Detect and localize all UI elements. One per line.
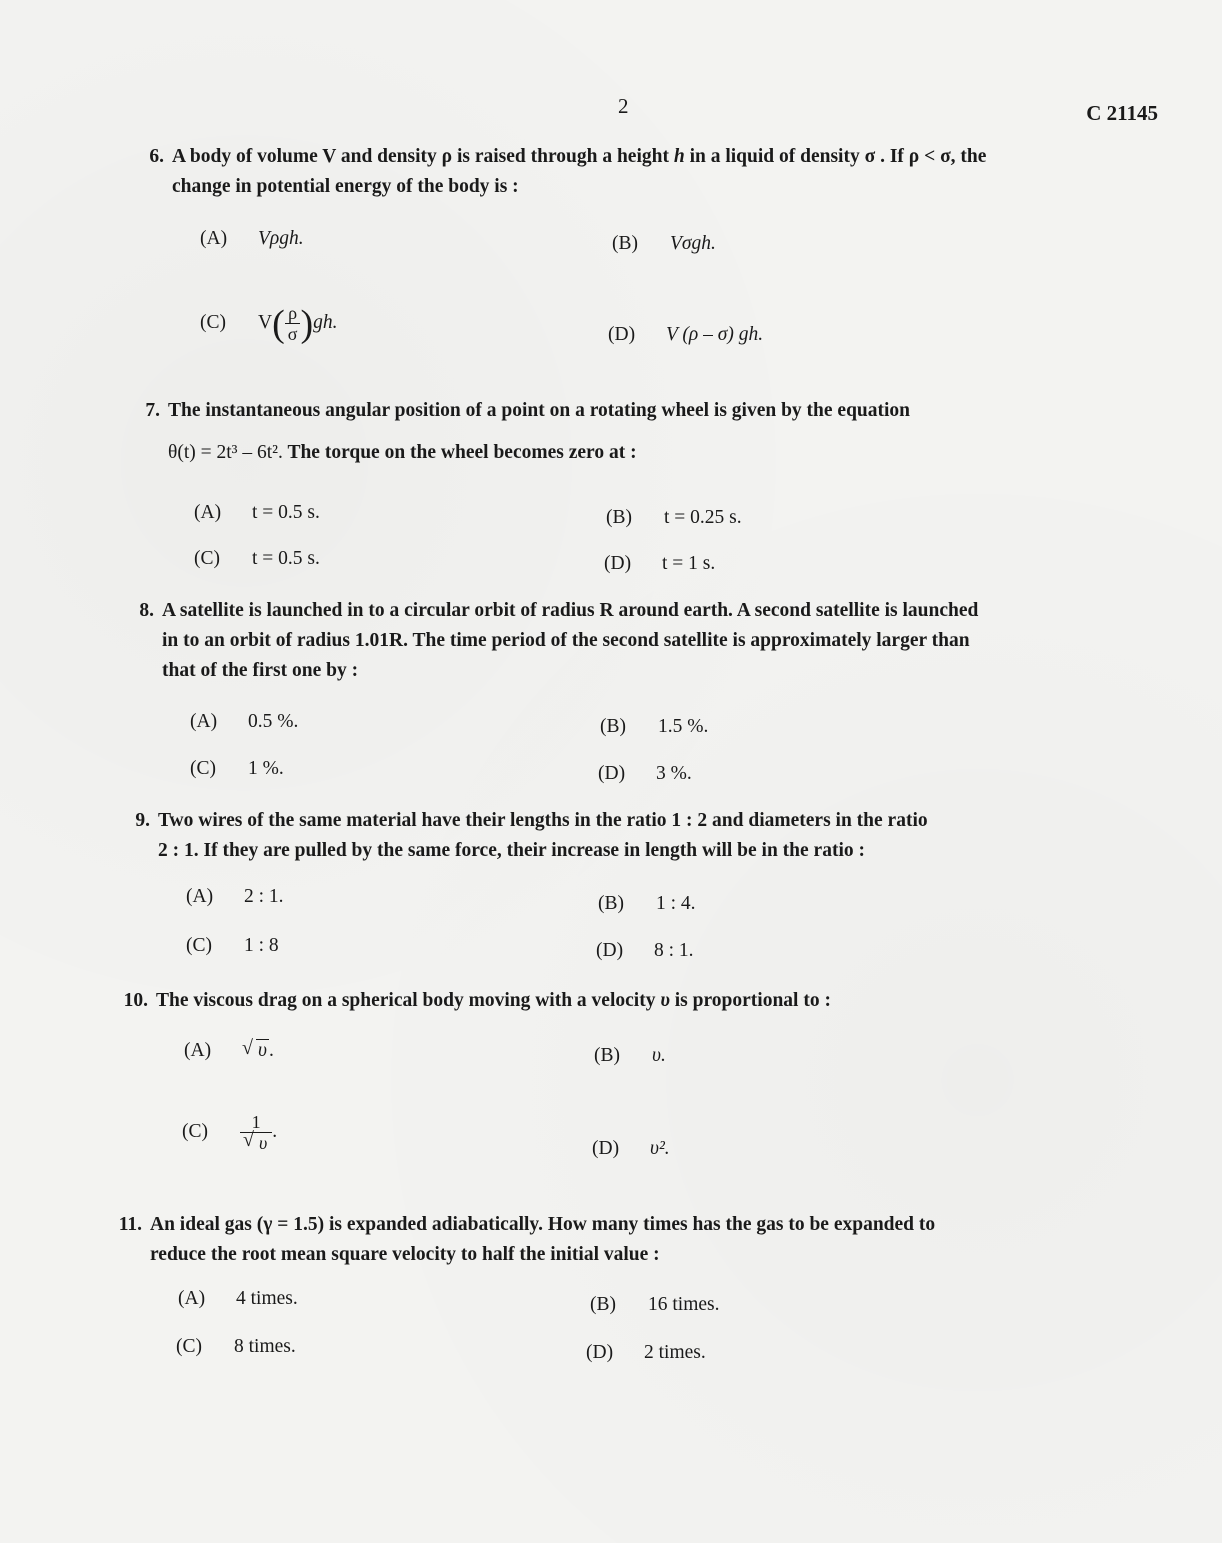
option-label: (C): [176, 1336, 202, 1357]
question-text-line: change in potential energy of the body is :: [172, 176, 519, 197]
option-text: 1.5 %.: [658, 716, 709, 737]
option-label: (A): [190, 711, 218, 732]
question-text-line: θ(t) = 2t³ – 6t². The torque on the wheel becomes zero at :: [168, 442, 637, 463]
question-number: 8.: [139, 600, 154, 621]
option-label: (A): [194, 502, 222, 523]
question-text-line: A satellite is launched in to a circular orbit of radius R around earth. A second satellite is launched: [162, 600, 979, 621]
option-label: (B): [600, 716, 626, 737]
option-text: 1 : 4.: [656, 893, 696, 914]
option-label: (A): [184, 1040, 212, 1061]
question-10: [123, 986, 1146, 1016]
option-a[interactable]: [194, 502, 320, 524]
option-text: 2 times.: [644, 1342, 706, 1363]
option-b[interactable]: [598, 893, 696, 915]
option-a[interactable]: [178, 1288, 298, 1310]
question-text-line: Two wires of the same material have their lengths in the ratio 1 : 2 and diameters in the ratio: [158, 810, 928, 831]
exam-code: C 21145: [1086, 101, 1158, 125]
question-number: 11.: [118, 1214, 142, 1235]
option-label: (A): [186, 886, 214, 907]
option-label: (A): [178, 1288, 206, 1309]
option-a[interactable]: [190, 711, 298, 733]
question-text-line: reduce the root mean square velocity to half the initial value :: [150, 1244, 660, 1265]
option-text: 0.5 %.: [248, 711, 299, 732]
fraction: $\frac{\rho}{\sigma}$: [285, 303, 301, 344]
option-text: V (ρ – σ) gh.: [666, 324, 764, 345]
option-a[interactable]: [200, 228, 304, 250]
option-c[interactable]: [190, 758, 284, 780]
option-a[interactable]: [186, 886, 284, 908]
option-label: (D): [586, 1342, 614, 1363]
option-text: 16 times.: [648, 1294, 720, 1315]
option-label: (D): [604, 553, 632, 574]
option-label: (C): [190, 758, 216, 779]
question-7: [145, 396, 1158, 468]
option-d[interactable]: [604, 553, 715, 575]
option-label: (D): [592, 1138, 620, 1159]
option-label: (C): [182, 1120, 208, 1142]
option-label: (A): [200, 228, 228, 249]
option-label: (D): [608, 324, 636, 345]
option-text: t = 0.5 s.: [252, 502, 320, 523]
question-text-line: An ideal gas (γ = 1.5) is expanded adiabatically. How many times has the gas to be expanded to: [150, 1214, 936, 1235]
option-text: 4 times.: [236, 1288, 298, 1309]
fraction: 1 √ υ: [240, 1112, 272, 1153]
question-number: 9.: [135, 810, 150, 831]
question-6: [149, 142, 1162, 202]
question-number: 10.: [123, 990, 148, 1011]
option-c[interactable]: [194, 548, 320, 570]
option-text: t = 0.25 s.: [664, 507, 742, 528]
option-b[interactable]: [612, 233, 716, 255]
option-c[interactable]: [176, 1336, 296, 1358]
option-text: 2 : 1.: [244, 886, 284, 907]
option-d[interactable]: [586, 1342, 706, 1364]
option-label: (B): [598, 893, 624, 914]
option-text: 8 : 1.: [654, 940, 694, 961]
option-text: 3 %.: [656, 763, 692, 784]
question-8: [139, 596, 1152, 686]
option-text: 1 : 8: [244, 935, 279, 956]
question-11: [118, 1210, 1145, 1270]
option-d[interactable]: [608, 324, 763, 346]
option-label: (D): [598, 763, 626, 784]
option-label: (B): [590, 1294, 616, 1315]
option-text: υ.: [652, 1045, 666, 1066]
option-b[interactable]: [594, 1045, 666, 1067]
option-c[interactable]: (C) 1 √ υ .: [182, 1112, 278, 1153]
page-number: 2: [618, 94, 629, 118]
option-label: (C): [186, 935, 212, 956]
option-a[interactable]: (A) √ υ .: [184, 1037, 274, 1061]
option-label: (B): [612, 233, 638, 254]
question-9: [135, 806, 1148, 866]
option-d[interactable]: [598, 763, 692, 785]
option-text: υ².: [650, 1138, 670, 1159]
question-text-line: that of the first one by :: [162, 660, 359, 681]
option-d[interactable]: [596, 940, 694, 962]
option-label: (B): [594, 1045, 620, 1066]
question-text-line: A body of volume V and density ρ is raised through a height h in a liquid of density σ . If ρ < σ, the: [172, 146, 987, 167]
option-c[interactable]: [186, 935, 279, 957]
option-d[interactable]: [592, 1138, 670, 1160]
option-label: (D): [596, 940, 624, 961]
question-text-line: in to an orbit of radius 1.01R. The time period of the second satellite is approximately larger than: [162, 630, 970, 651]
question-text-line: 2 : 1. If they are pulled by the same force, their increase in length will be in the ratio :: [158, 840, 865, 861]
option-text: 8 times.: [234, 1336, 296, 1357]
option-text: t = 1 s.: [662, 553, 716, 574]
option-b[interactable]: [600, 716, 708, 738]
option-label: (C): [200, 311, 226, 333]
option-b[interactable]: [590, 1294, 720, 1316]
question-number: 6.: [149, 146, 164, 167]
question-number: 7.: [145, 400, 160, 421]
option-text: Vρgh.: [258, 228, 304, 249]
option-c[interactable]: (C) V( $\frac{\rho}{\sigma}$ )gh.: [200, 302, 338, 345]
question-text-line: The instantaneous angular position of a point on a rotating wheel is given by the equation: [168, 400, 911, 421]
option-b[interactable]: [606, 507, 742, 529]
square-root: √ υ: [242, 1037, 267, 1061]
option-label: (B): [606, 507, 632, 528]
option-text: t = 0.5 s.: [252, 548, 320, 569]
question-text-line: The viscous drag on a spherical body moving with a velocity υ is proportional to :: [156, 990, 831, 1011]
option-label: (C): [194, 548, 220, 569]
option-text: 1 %.: [248, 758, 284, 779]
option-text: Vσgh.: [670, 233, 716, 254]
